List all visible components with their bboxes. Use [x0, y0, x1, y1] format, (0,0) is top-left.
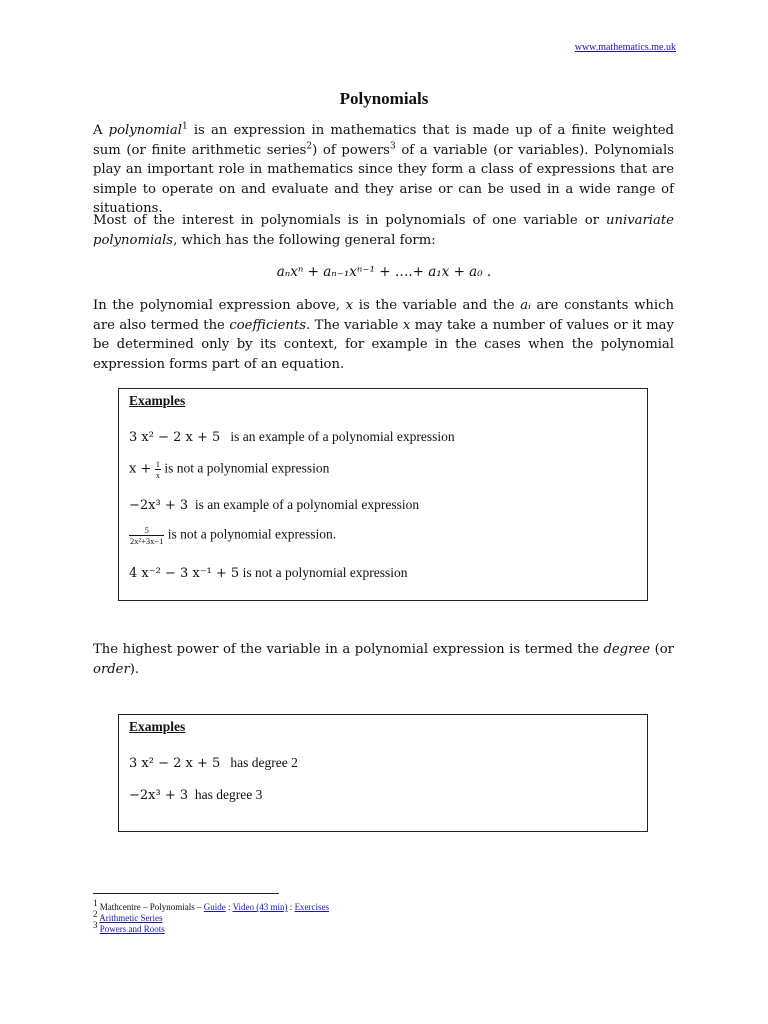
- examples-heading: Examples: [129, 393, 186, 408]
- fraction: $\frac{5}{\text{2x²+3x−1}}$: [130, 525, 164, 546]
- example-item: $\frac{5}{\text{2x²+3x−1}}$ is not a polynomial expression.: [130, 525, 337, 546]
- example-item: 3 x² − 2 x + 5 has degree 2: [129, 755, 298, 771]
- intro-paragraph: A polynomial$^1$ is an expression in mathematics that is made up of a finite weighted sum (or finite arithmetic series$^2$) of powers$^3$ of a variable (or variables). Polynomials play an important role in mathematics since they form a class of expressions that are simple to operate on and evaluate and they arise or can be used in a wide range of situations.: [93, 121, 675, 216]
- term-coefficients: coefficients: [229, 317, 306, 333]
- example-item: 4 x⁻² − 3 x⁻¹ + 5 is not a polynomial expression: [129, 565, 408, 581]
- examples-heading: Examples: [129, 719, 186, 734]
- powers-and-roots-link[interactable]: Powers and Roots: [99, 924, 165, 934]
- term-polynomial: polynomial: [108, 123, 182, 138]
- examples-box-1: [118, 388, 648, 601]
- guide-link[interactable]: Guide: [203, 902, 226, 912]
- footnote-2: $^2$ Arithmetic Series: [93, 909, 163, 923]
- page-title: Polynomials: [339, 89, 429, 108]
- coefficients-paragraph: In the polynomial expression above, x is the variable and the aᵢ are constants which are also termed the coefficients. The variable x may take a number of values or it may be determined only by its context, for example in the cases when the polynomial expression forms part of an equation.: [93, 298, 675, 372]
- footnote-1: $^1$ Mathcentre – Polynomials – Guide : Video (43 min) : Exercises: [93, 898, 330, 912]
- site-url-link[interactable]: www.mathematics.me.uk: [574, 42, 676, 53]
- degree-paragraph: The highest power of the variable in a polynomial expression is termed the degree (or order).: [93, 642, 674, 677]
- univariate-paragraph: Most of the interest in polynomials is in polynomials of one variable or univariate polynomials, which has the following general form:: [93, 213, 674, 248]
- term-order: order: [93, 661, 130, 677]
- footnote-3: $^3$ Powers and Roots: [93, 920, 165, 934]
- footnote-ref-3: 3: [389, 141, 396, 152]
- example-item: x + $\frac{1}{x}$ is not a polynomial expression: [129, 459, 330, 480]
- footnote-ref-1: 1: [181, 121, 188, 132]
- arithmetic-series-link[interactable]: Arithmetic Series: [99, 913, 163, 923]
- term-degree: degree: [603, 642, 651, 657]
- example-item: −2x³ + 3 is an example of a polynomial expression: [129, 497, 420, 513]
- footnote-ref-2: 2: [306, 141, 313, 152]
- video-link[interactable]: Video (43 min): [232, 902, 288, 912]
- examples-box-2: [118, 714, 648, 832]
- fraction: $\frac{1}{x}$: [155, 459, 160, 480]
- example-item: 3 x² − 2 x + 5 is an example of a polynomial expression: [129, 429, 455, 445]
- footnote-divider: [93, 893, 279, 894]
- example-item: −2x³ + 3 has degree 3: [129, 787, 263, 803]
- general-form-formula: aₙxⁿ + aₙ₋₁xⁿ⁻¹ + ….+ a₁x + a₀ .: [276, 264, 492, 280]
- exercises-link[interactable]: Exercises: [294, 902, 330, 912]
- term-univariate: univariate polynomials: [93, 213, 674, 248]
